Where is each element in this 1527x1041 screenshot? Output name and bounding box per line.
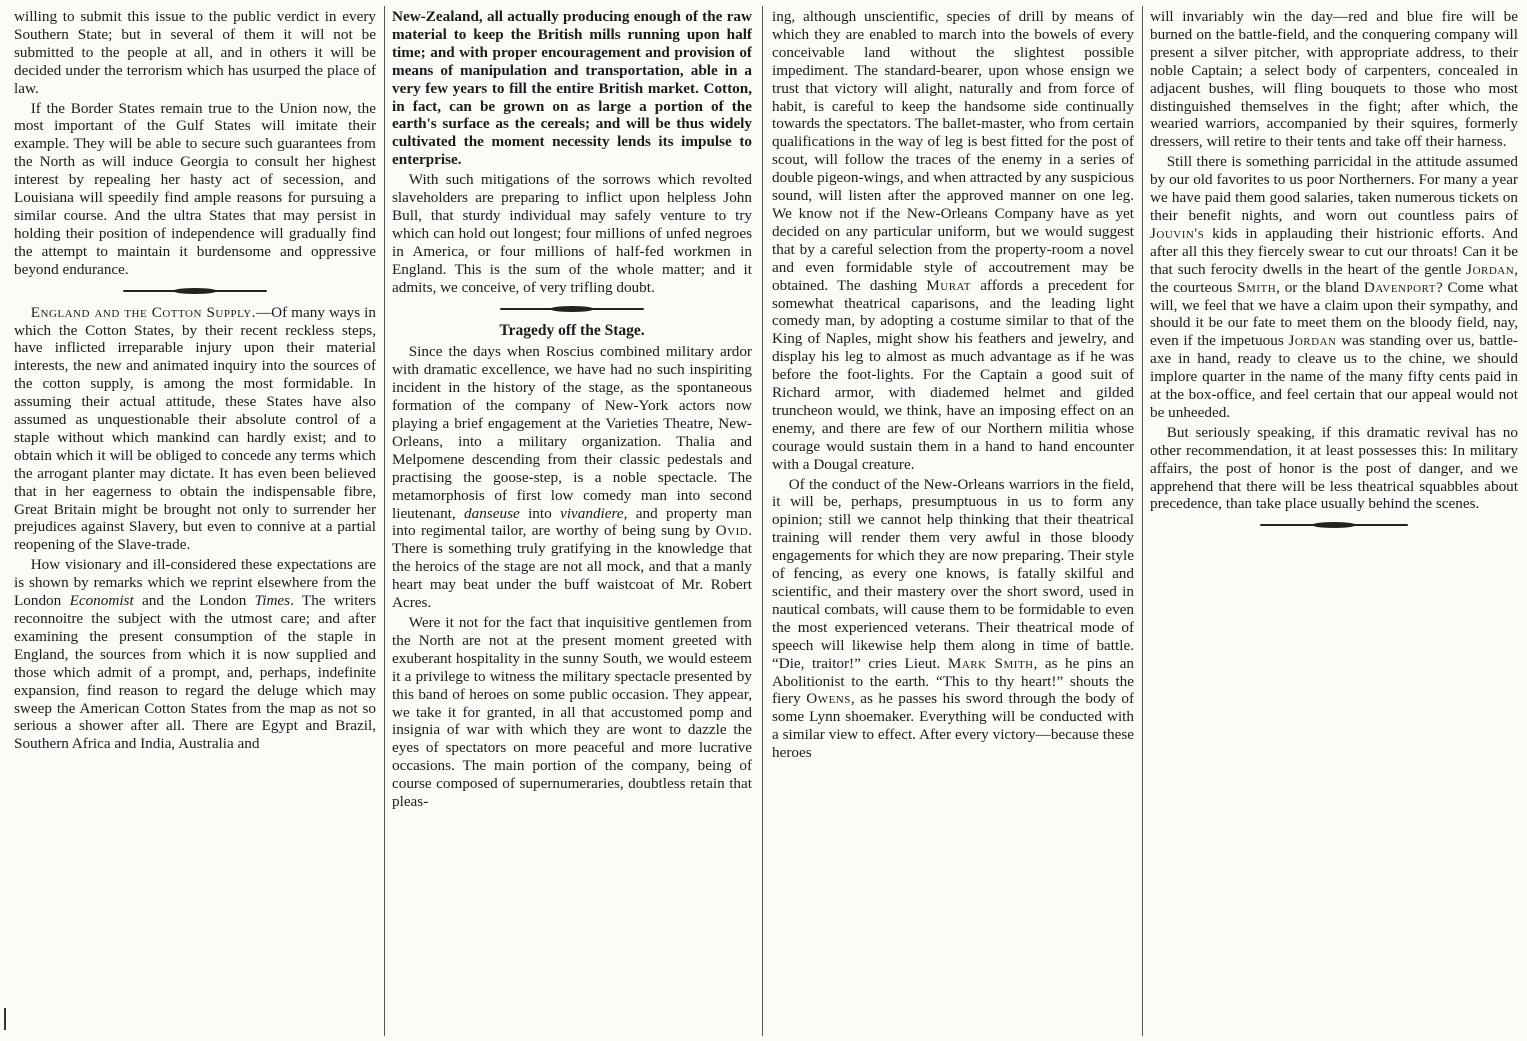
davenport-name: Davenport (1363, 278, 1436, 296)
danseuse-word: danseuse (464, 504, 520, 522)
column-1 (14, 8, 376, 1038)
jordan-name-2: Jordan (1288, 332, 1337, 350)
section-divider (1150, 520, 1518, 530)
col4-p2-text-d: , or the bland (1276, 278, 1364, 296)
jordan-name: Jordan (1466, 260, 1515, 278)
ovid-name: Ovid (715, 522, 749, 540)
col2-p3-text-d: . There is something truly gratifying in the knowledge that the heroics of the stage are not all mock, and that a manly heart may beat under the buff waistcoat of Mr. Robert Acres. (392, 522, 752, 612)
article-heading: Tragedy off the Stage. (499, 321, 645, 339)
col3-paragraph-2 (772, 476, 1134, 763)
column-3 (772, 8, 1134, 1038)
col1-paragraph-3 (14, 304, 376, 555)
col1-paragraph-2: If the Border States remain true to the Union now, the most important of the Gulf States will imitate their example. They will be able to secure such guarantees from the North as will induce Georgia to consult her highest interest by repealing her hasty act of secession, and Louisiana will speedily find ample reasons for pursuing a similar course. And the ultra States that may persist in holding their position of independence will gradually find the attempt to maintain it burdensome and oppressive beyond endurance. (14, 99, 376, 278)
section-divider (14, 286, 376, 296)
col2-p3-text-b: into (519, 504, 561, 522)
economist-title: Economist (69, 592, 134, 610)
col3-paragraph-1 (772, 8, 1134, 474)
times-title: Times (254, 592, 291, 610)
col1-paragraph-4 (14, 556, 376, 753)
column-rule-3 (1142, 6, 1143, 1036)
mark-smith-name: Mark Smith (947, 654, 1034, 672)
jouvin-name: Jouvin's (1150, 224, 1205, 242)
column-rule-1 (384, 6, 385, 1036)
col2-paragraph-4: Were it not for the fact that inquisitive gentlemen from the North are not at the present moment greeted with exuberant hospitality in the sunny South, we would esteem it a privilege to witness the military spectacle presented by this band of heroes on some public occasion. They appear, we take it for granted, in all that accustomed pomp and insignia of war with which they are wont to dazzle the eyes of spectators on more peaceful and more lucrative occasions. The main portion of the company, being of course composed of supernumeraries, doubtless retain that pleas- (392, 614, 752, 811)
col1-p4-text-a: How visionary and ill-considered these expectations are is shown by remarks which we reprint elsewhere from the London (14, 556, 376, 610)
col3-p1-text-b: affords a precedent for somewhat theatrical caparisons, and the leading light comedy man, by adopting a costume similar to that of the King of Naples, might show his feathers and jewelry, and display his leg to almost as much advantage as if he was before the foot-lights. For the Captain a good suit of Richard armor, with diademed helmet and gilded truncheon would, we think, have an imposing effect on an enemy, and there are few of our Northern militia whose courage would sustain them in a hand to hand encounter with a Dougal creature. (772, 276, 1134, 473)
owens-name: Owens (806, 690, 851, 708)
murat-name: Murat (926, 276, 971, 294)
col1-paragraph-3-body: —Of many ways in which the Cotton States, by their recent reckless steps, have inflicted irreparable injury upon their material interests, the new and animated inquiry into the sources of the cotton supply, is among the most formidable. In assuming their actual attitude, these States have also assumed as unquestionable their absolute control of a staple without which mankind can hardly exist; and to obtain which it will be obliged to concede any terms which the arrogant planter may dictate. It has even been believed that in her eagerness to obtain the indispensable fibre, Great Britain might be brought not only to surrender her prejudices against Slavery, but even to connive at a partial reopening of the Slave-trade. (14, 303, 376, 554)
col2-paragraph-2: With such mitigations of the sorrows which revolted slaveholders are preparing to inflict upon helpless John Bull, that sturdy individual may safely venture to try which can hold out longest; four millions of unfed negroes in America, or four millions of half-fed workmen in England. This is the sum of the whole matter; and it admits, we conceive, of very trifling doubt. (392, 171, 752, 296)
column-rule-2 (762, 6, 763, 1036)
col3-p2-text-a: Of the conduct of the New-Orleans warriors in the field, it will be, perhaps, presumptuous in us to form any opinion; still we cannot help thinking that their theatrical training will render them very awful in those bloody engagements for which they are now preparing. Their style of fencing, as every one knows, is fatally skilful and scientific, and their mastery over the short sword, used in nautical combats, will cause them to be formidable to even the most experienced veterans. Their theatrical mode of speech will likewise help them along in time of battle. “Die, traitor!” cries Lieut. (772, 475, 1134, 672)
column-2 (392, 8, 752, 1038)
col4-paragraph-3: But seriously speaking, if this dramatic revival has no other recommendation, it at least possesses this: In military affairs, the post of honor is the post of danger, and we apprehend that there will be less theatrical squabbles about precedence, than take place usually behind the scenes. (1150, 423, 1518, 513)
section-divider (392, 304, 752, 314)
col4-p2-text-c: , the courteous (1150, 260, 1518, 296)
col4-paragraph-1: will invariably win the day—red and blue fire will be burned on the battle-field, and the conquering company will present a silver pitcher, with appropriate address, to their noble Captain; a select body of carpenters, concealed in adjacent bushes, will fling bouquets to those who most distinguished themselves in the fight; after which, the wearied warriors, accompanied by their squires, formerly dressers, will retire to their tents and take off their harness. (1150, 8, 1518, 151)
col2-p3-text-a: Since the days when Roscius combined military ardor with dramatic excellence, we have had no such inspiriting incident in the history of the stage, as the spontaneous formation of the company of New-York actors now playing a brief engagement at the Varieties Theatre, New-Orleans, into a military organization. Thalia and Melpomene descending from their classic pedestals and practising the goose-step, is a noble spectacle. The metamorphosis of first low comedy man into second lieutenant, (392, 343, 752, 522)
col3-p2-text-b: , as he pins an Abolitionist to the earth. “This to thy heart!” shouts the fiery (772, 654, 1134, 708)
col2-p3-text-c: , and property man into regimental tailor, are worthy of being sung by (392, 504, 752, 540)
smith-name: Smith (1237, 278, 1277, 296)
col1-p4-text-c: . The writers reconnoitre the subject with the utmost care; and after examining the present consumption of the staple in England, the sources from which it is now supplied and those which admit of a prompt, and, perhaps, indefinite expansion, find reason to regard the deluge which may sweep the American Cotton States from the map as not so serious a shower after all. There are Egypt and Brazil, Southern Africa and India, Australia and (14, 592, 376, 753)
col2-paragraph-3 (392, 343, 752, 612)
col3-p2-text-c: , as he passes his sword through the body of some Lynn shoemaker. Everything will be conducted with a similar view to effect. After every victory—because these heroes (772, 690, 1134, 762)
col1-p4-text-b: and the London (133, 592, 255, 610)
col3-p1-text-a: ing, although unscientific, species of drill by means of which they are enabled to march into the bowels of every conceivable land without the slightest possible impediment. The standard-bearer, upon whose ensign we trust that victory will alight, naturally and from force of habit, is careful to keep the handsome side continually towards the spectators. The ballet-master, who from certain qualifications in the way of leg is best fitted for the post of scout, will follow the traces of the enemy in a series of double pigeon-wings, and when attracted by any suspicious sound, will listen after the approved manner on one leg. We know not if the New-Orleans Company have as yet decided on any particular uniform, but we would suggest that by a careful selection from the property-room a novel and even formidable style of accoutrement may be obtained. The dashing (772, 8, 1134, 294)
col4-p2-text-a: Still there is something parricidal in the attitude assumed by our old favorites to us poor Northerners. For many a year we have paid them good salaries, taken numerous tickets on their benefit nights, and worn out countless pairs of (1150, 153, 1518, 224)
col4-p2-text-f: was standing over us, battle-axe in hand, ready to cleave us to the chine, we should implore quarter in the name of the many fifty cents paid in at the box-office, and feel certain that our appeal would not be unheeded. (1150, 332, 1518, 421)
col4-p2-text-e: ? Come what will, we feel that we have a claim upon their sympathy, and should it be our fate to meet them on the bloody field, nay, even if the impetuous (1150, 278, 1518, 350)
col4-paragraph-2 (1150, 153, 1518, 422)
col4-p2-text-b: kids in applauding their histrionic efforts. And after all this they fiercely swear to cut our throats! Can it be that such ferocity dwells in the heart of the gentle (1150, 224, 1518, 278)
margin-mark (4, 1008, 6, 1030)
section-heading-cotton-supply: England and the Cotton Supply. (30, 303, 256, 321)
vivandiere-word: vivandiere (560, 504, 624, 522)
col2-paragraph-1: New-Zealand, all actually producing enough of the raw material to keep the British mills running upon half time; and with proper encouragement and provision of means of manipulation and transportation, able in a very few years to fill the entire British market. Cotton, in fact, can be grown on as large a portion of the earth's surface as the cereals; and will be thus widely cultivated the moment necessity lends its impulse to enterprise. (392, 8, 752, 169)
column-4 (1150, 8, 1518, 1038)
col1-paragraph-1: willing to submit this issue to the public verdict in every Southern State; but in several of them it will not be submitted to the people at all, and in others it will be decided under the terrorism which has usurped the place of law. (14, 8, 376, 97)
